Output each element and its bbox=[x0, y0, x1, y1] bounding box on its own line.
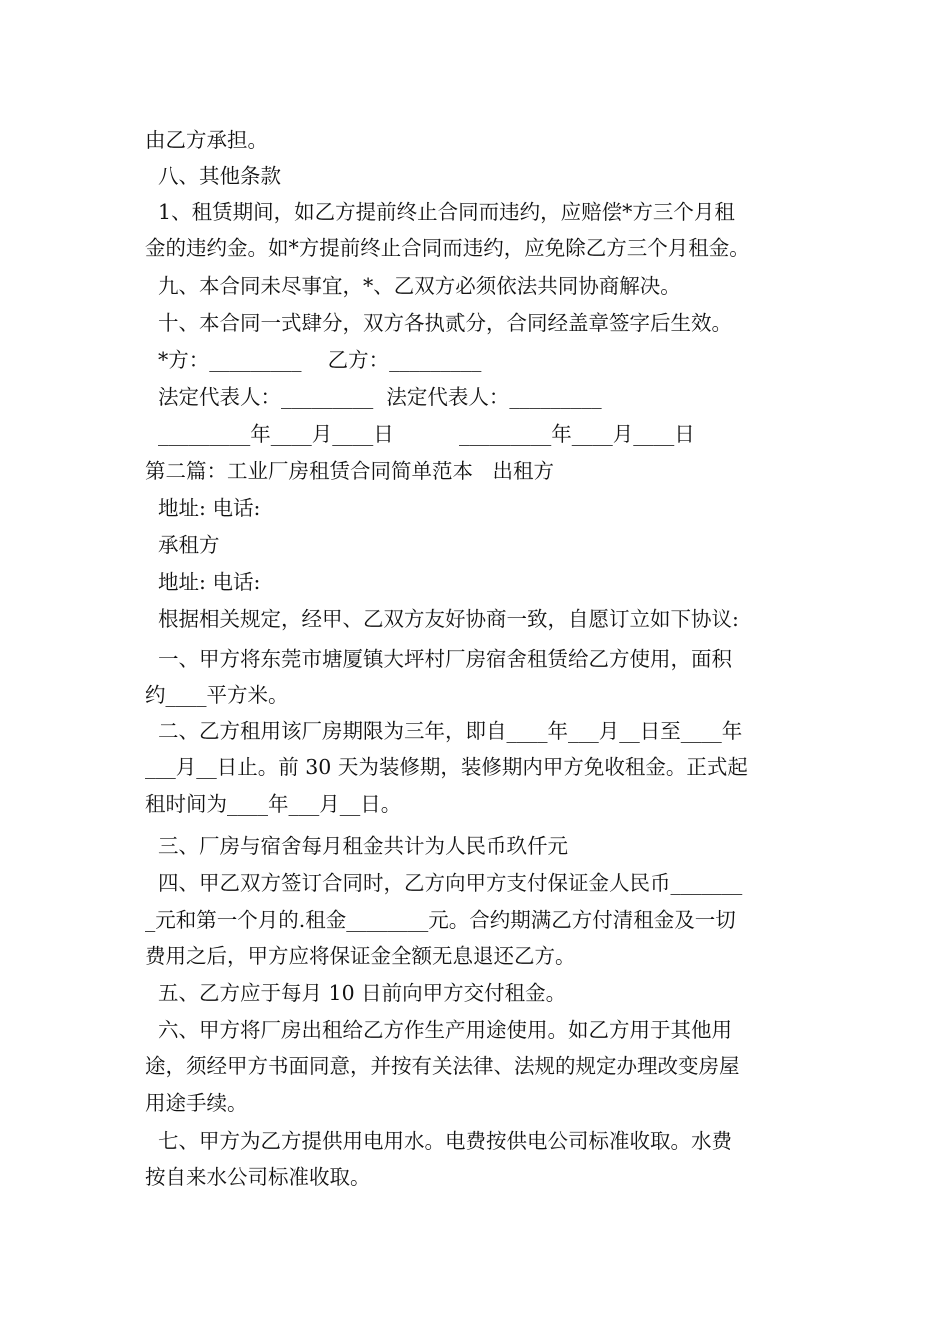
text-line: 十、本合同一式肆分，双方各执贰分，合同经盖章签字后生效。 bbox=[145, 311, 733, 335]
text-line: 用途手续。 bbox=[145, 1091, 248, 1115]
text-line: 五、乙方应于每月 10 日前向甲方交付租金。 bbox=[145, 981, 567, 1005]
text-line: 金的违约金。如*方提前终止合同而违约，应免除乙方三个月租金。 bbox=[145, 236, 750, 260]
text-line: 由乙方承担。 bbox=[145, 128, 268, 152]
text-line: 1、租赁期间，如乙方提前终止合同而违约，应赔偿*方三个月租 bbox=[145, 200, 735, 224]
text-line: 八、其他条款 bbox=[145, 164, 282, 188]
text-line: _元和第一个月的.租金________元。合约期满乙方付清租金及一切 bbox=[145, 908, 736, 932]
text-line: 二、乙方租用该厂房期限为三年，即自____年___月__日至____年 bbox=[145, 719, 743, 743]
text-line: 按自来水公司标准收取。 bbox=[145, 1165, 371, 1189]
text-line: 地址: 电话: bbox=[145, 570, 261, 594]
text-line: *方：_________ 乙方：_________ bbox=[145, 348, 482, 372]
text-line: ___月__日止。前 30 天为装修期，装修期内甲方免收租金。正式起 bbox=[145, 755, 748, 779]
text-line: 六、甲方将厂房出租给乙方作生产用途使用。如乙方用于其他用 bbox=[145, 1018, 733, 1042]
text-line: 租时间为____年___月__日。 bbox=[145, 792, 402, 816]
text-line: 途，须经甲方书面同意，并按有关法律、法规的规定办理改变房屋 bbox=[145, 1054, 740, 1078]
text-line: 承租方 bbox=[145, 533, 220, 557]
text-line: 费用之后，甲方应将保证金全额无息退还乙方。 bbox=[145, 944, 576, 968]
text-line: 七、甲方为乙方提供用电用水。电费按供电公司标准收取。水费 bbox=[145, 1129, 733, 1153]
text-line: 法定代表人：_________ 法定代表人：_________ bbox=[145, 385, 602, 409]
text-line: 第二篇：工业厂房租赁合同简单范本 出租方 bbox=[145, 459, 555, 483]
text-line: 地址: 电话: bbox=[145, 496, 261, 520]
text-line: 四、甲乙双方签订合同时，乙方向甲方支付保证金人民币_______ bbox=[145, 871, 743, 895]
text-line: 约____平方米。 bbox=[145, 683, 289, 707]
text-line: 根据相关规定，经甲、乙双方友好协商一致，自愿订立如下协议: bbox=[145, 607, 739, 631]
text-line: 三、厂房与宿舍每月租金共计为人民币玖仟元 bbox=[145, 834, 569, 858]
text-line: 九、本合同未尽事宜，*、乙双方必须依法共同协商解决。 bbox=[145, 274, 681, 298]
text-line: _________年____月____日 _________年____月____日 bbox=[145, 422, 695, 446]
text-line: 一、甲方将东莞市塘厦镇大坪村厂房宿舍租赁给乙方使用，面积 bbox=[145, 647, 733, 671]
